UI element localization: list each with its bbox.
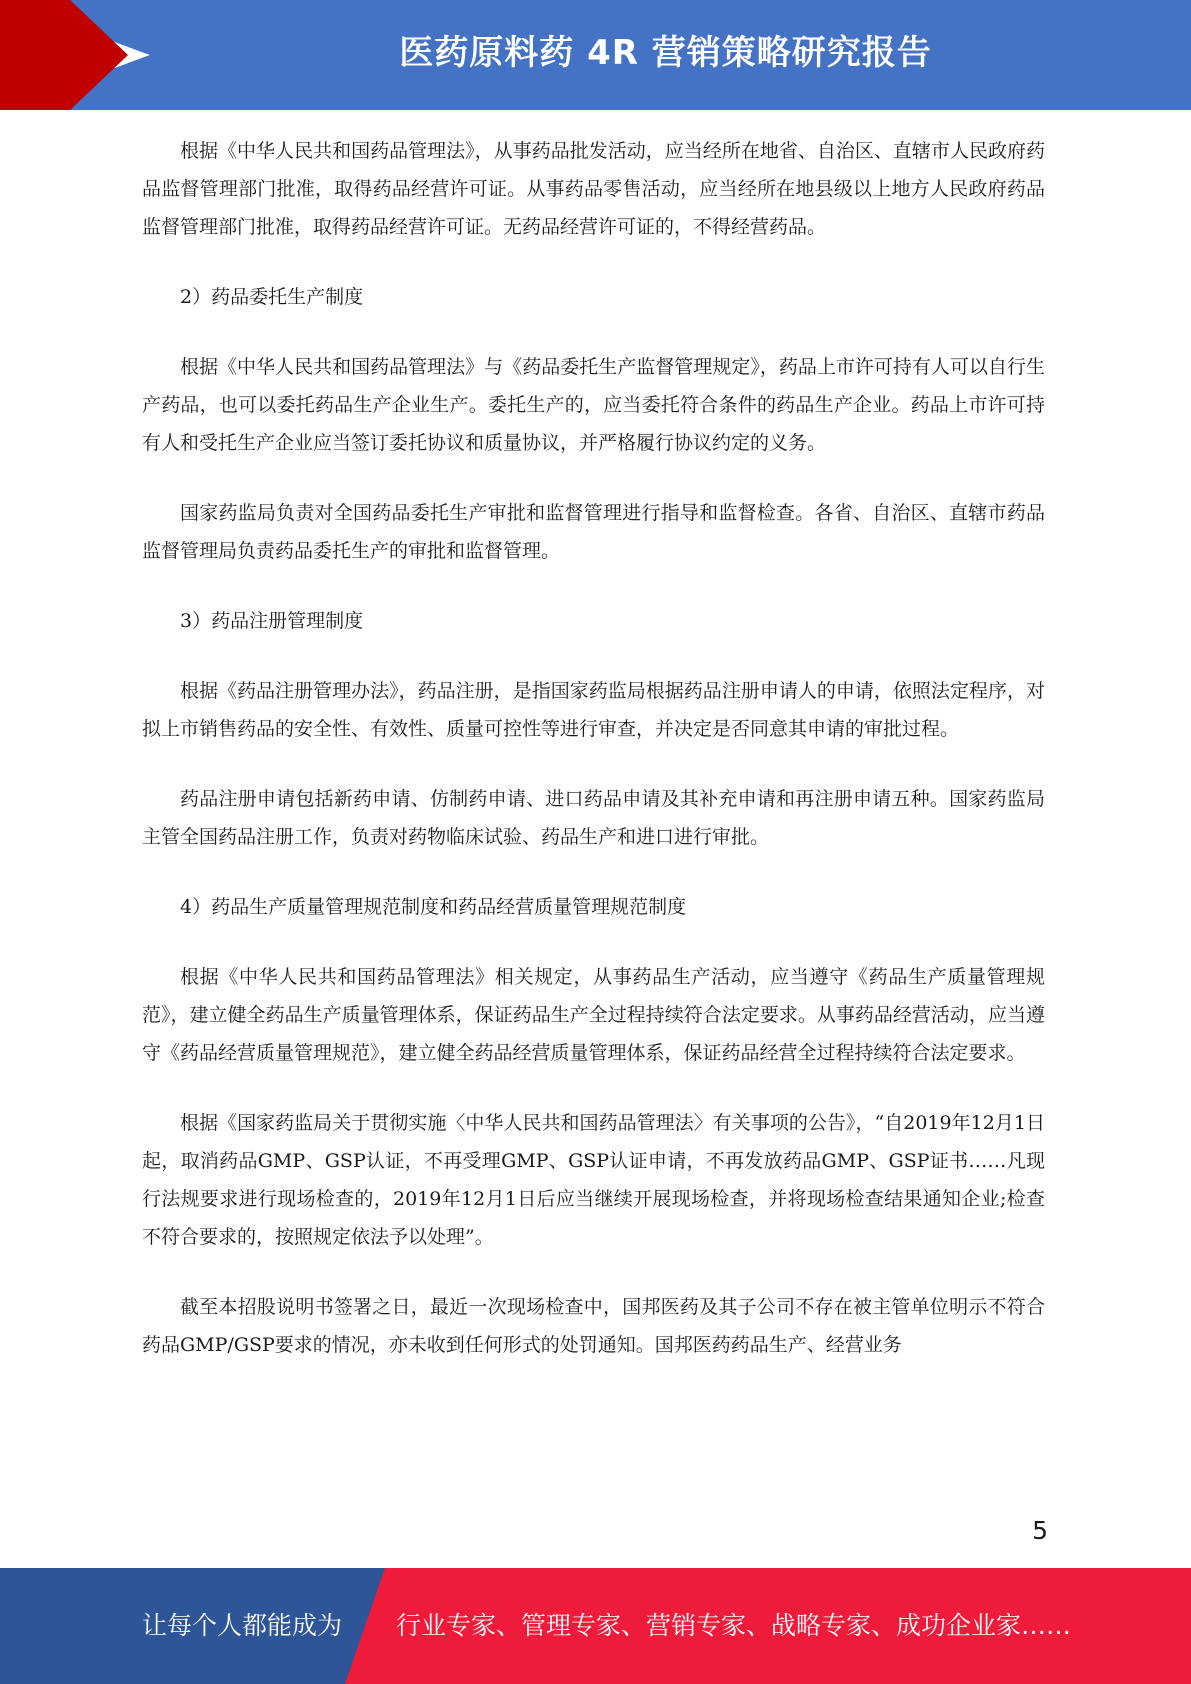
report-title: 医药原料药 4R 营销策略研究报告 [399, 33, 932, 73]
header-red-arrow [70, 0, 128, 110]
page-number: 5 [1032, 1516, 1048, 1545]
document-body [142, 132, 1045, 1364]
footer-slogan-right: 行业专家、管理专家、营销专家、战略专家、成功企业家…… [396, 1611, 1072, 1640]
paragraph: 根据《中华人民共和国药品管理法》，从事药品批发活动，应当经所在地省、自治区、直辖市人民政府药品监督管理部门批准，取得药品经营许可证。从事药品零售活动，应当经所在地县级以上地方人民政府药品监督管理部门批准，取得药品经营许可证。无药品经营许可证的，不得经营药品。 [142, 140, 1045, 238]
paragraph: 国家药监局负责对全国药品委托生产审批和监督管理进行指导和监督检查。各省、自治区、直辖市药品监督管理局负责药品委托生产的审批和监督管理。 [142, 502, 1045, 562]
paragraph: 药品注册申请包括新药申请、仿制药申请、进口药品申请及其补充申请和再注册申请五种。国家药监局主管全国药品注册工作，负责对药物临床试验、药品生产和进口进行审批。 [142, 788, 1045, 848]
paragraph: 根据《国家药监局关于贯彻实施〈中华人民共和国药品管理法〉有关事项的公告》，“自2019年12月1日起，取消药品GMP、GSP认证，不再受理GMP、GSP认证申请，不再发放药品GMP、GSP证书……凡现行法规要求进行现场检查的，2019年12月1日后应当继续开展现场检查，并将现场检查结果通知企业;检查不符合要求的，按照规定依法予以处理”。 [142, 1112, 1045, 1248]
footer-slogan-left: 让每个人都能成为 [142, 1611, 343, 1640]
paragraph: 根据《中华人民共和国药品管理法》相关规定，从事药品生产活动，应当遵守《药品生产质量管理规范》，建立健全药品生产质量管理体系，保证药品生产全过程持续符合法定要求。从事药品经营活动，应当遵守《药品经营质量管理规范》，建立健全药品经营质量管理体系，保证药品经营全过程持续符合法定要求。 [142, 966, 1045, 1064]
paragraph: 根据《药品注册管理办法》，药品注册，是指国家药监局根据药品注册申请人的申请，依照法定程序，对拟上市销售药品的安全性、有效性、质量可控性等进行审查，并决定是否同意其申请的审批过程。 [142, 680, 1045, 740]
section-heading: 3）药品注册管理制度 [180, 610, 364, 632]
page-footer [0, 1568, 1191, 1684]
header-red-block [0, 0, 70, 110]
section-heading: 4）药品生产质量管理规范制度和药品经营质量管理规范制度 [180, 896, 687, 918]
footer-slant-decoration [345, 1568, 385, 1684]
paragraph: 根据《中华人民共和国药品管理法》与《药品委托生产监督管理规定》，药品上市许可持有人可以自行生产药品，也可以委托药品生产企业生产。委托生产的，应当委托符合条件的药品生产企业。药品上市许可持有人和受托生产企业应当签订委托协议和质量协议，并严格履行协议约定的义务。 [142, 356, 1045, 454]
page-header [0, 0, 1191, 110]
section-heading: 2）药品委托生产制度 [180, 286, 364, 308]
paragraph: 截至本招股说明书签署之日，最近一次现场检查中，国邦医药及其子公司不存在被主管单位明示不符合药品GMP/GSP要求的情况，亦未收到任何形式的处罚通知。国邦医药药品生产、经营业务 [142, 1296, 1045, 1356]
